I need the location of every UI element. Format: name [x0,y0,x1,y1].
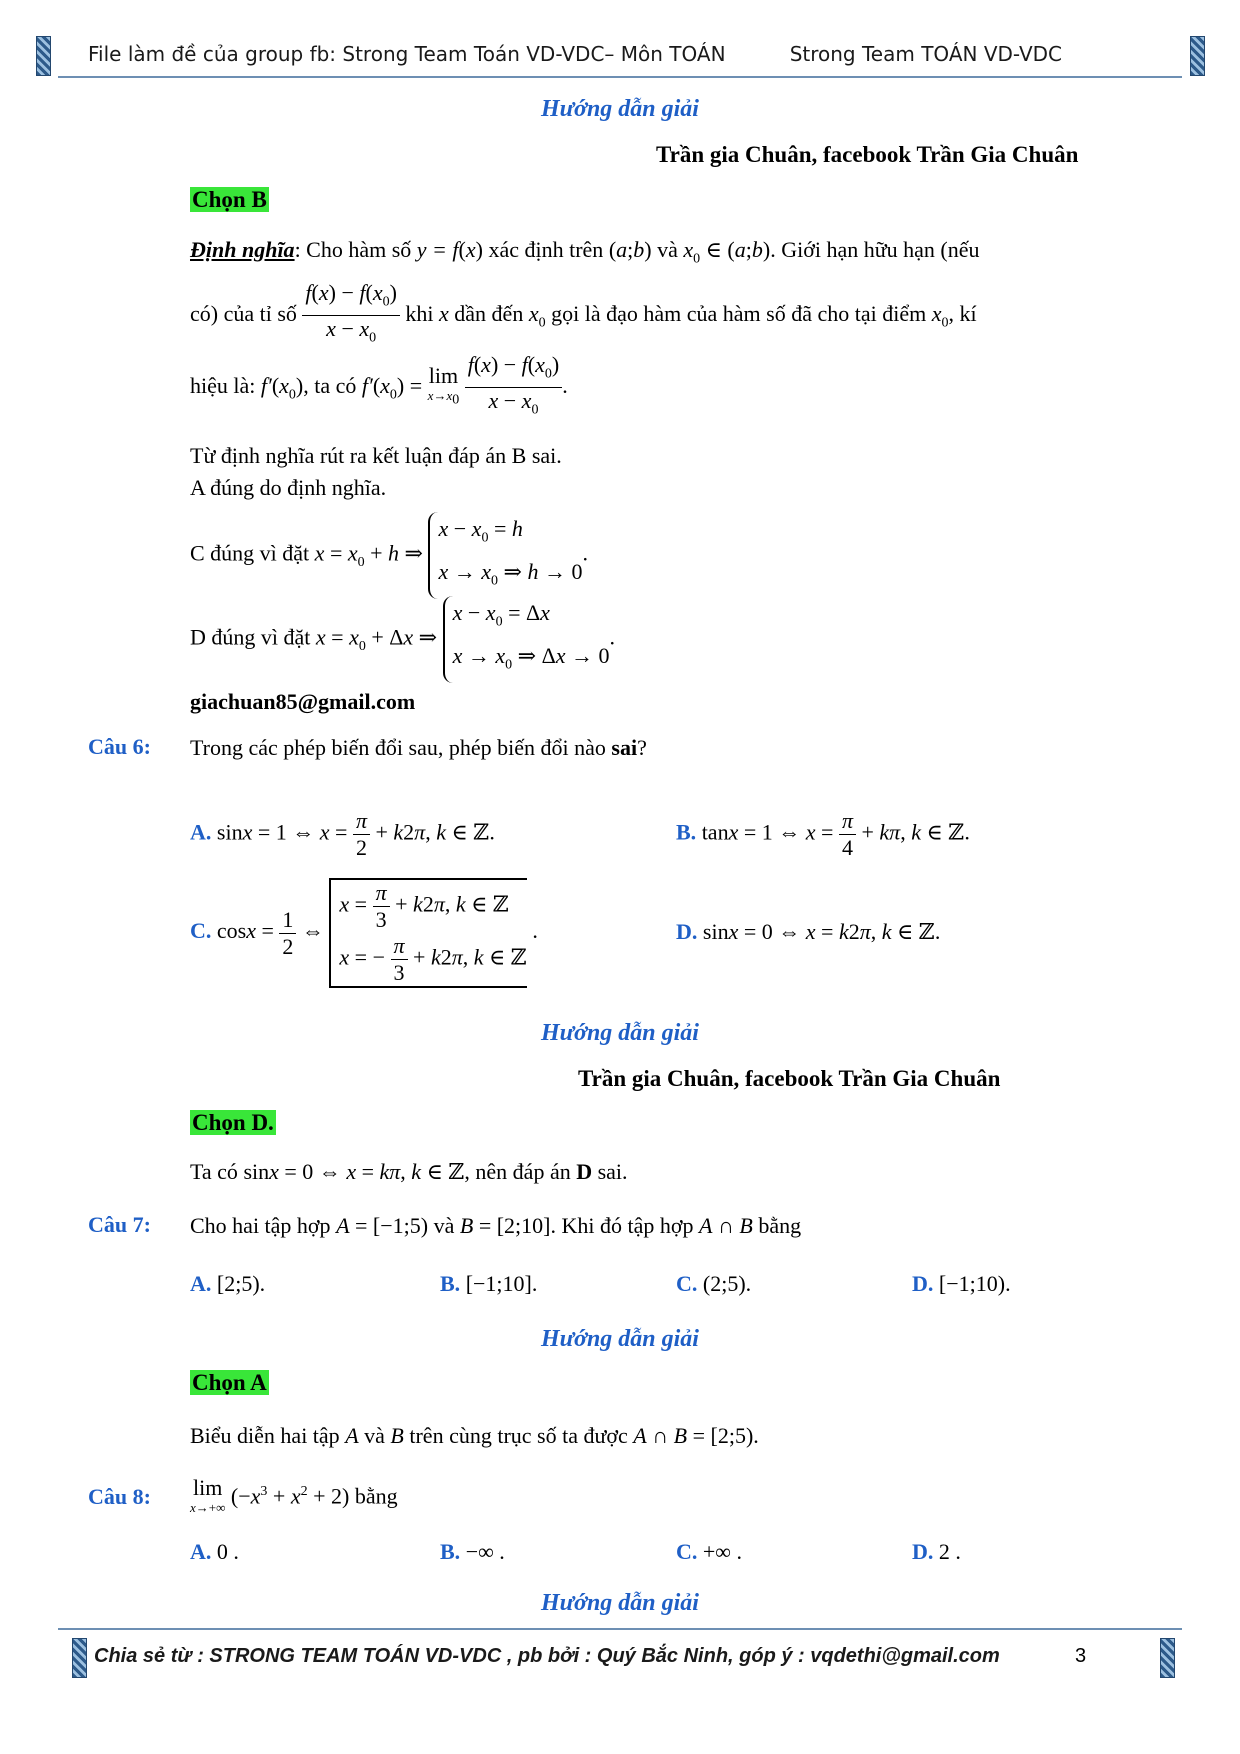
text-fragment: , nên đáp án [464,1159,577,1184]
option-letter: C. [676,1271,698,1296]
definition-line-1: Định nghĩa: Cho hàm số y = f(x) xác định trên (a;b) và $x_0$ ∈ (a;b). Giới hạn hữu hạn (nếu [190,237,980,267]
option-letter: A. [190,819,212,845]
choose-label: Chọn B [192,187,267,212]
header-left-text: File làm đề của group fb: Strong Team Toán VD-VDC– Môn TOÁN [88,42,726,66]
option-value: [−1;10]. [465,1271,538,1296]
q6-option-c: C. cosx = $\frac{1}{2}$ ⇔ x = $\frac{\pi}{3}$ + k2π, k ∈ ℤ x = − $\frac{\pi}{3}$ + k2π, k ∈ ℤ . [190,878,538,988]
option-letter: D. [912,1271,934,1296]
q8-option-a [190,1538,239,1566]
system-h: $x - x_0 = h$ $x \to x_0$ ⇒ h → 0 [428,512,582,599]
a-true-line: A đúng do định nghĩa. [190,475,387,500]
q7-option-b [440,1270,537,1298]
q6-solution: Ta có sinx = 0 ⇔ x = kπ, k ∈ ℤ, nên đáp án D sai. [190,1159,628,1184]
q7-option-d [912,1270,1011,1298]
text-fragment: Cho hai tập hợp [190,1213,337,1238]
text-fragment: sai [611,735,638,760]
option-letter: C. [190,918,212,944]
limit-symbol: lim $x\to x_0$ [427,362,460,408]
option-letter: C. [676,1539,698,1564]
header-right-text: Strong Team TOÁN VD-VDC [789,42,1062,66]
question-7-label: Câu 7: [88,1212,151,1237]
question-8-label: Câu 8: [88,1484,151,1509]
guide-heading-4: Hướng dẫn giải [541,1590,699,1616]
q7-solution: Biểu diễn hai tập A và B trên cùng trục số ta được A ∩ B = [2;5). [190,1423,759,1448]
header-right-ornament [1190,36,1205,76]
q7-option-c [676,1270,751,1298]
question-8-stem: lim x→+∞ $(-x^3 + x^2 + 2)$ bằng [190,1478,398,1518]
header-divider [58,76,1182,78]
system-delta: $x - x_0 = \Delta x$ $x \to x_0$ ⇒ Δx → 0 [443,596,610,683]
q6-option-a: A. sinx = 1 ⇔ x = $\frac{\pi}{2}$ + k2π, k ∈ ℤ. [190,808,495,860]
text-fragment: bằng [349,1483,398,1509]
guide-heading-3: Hướng dẫn giải [541,1326,699,1352]
header-left-ornament [36,36,51,76]
limit-symbol: lim x→+∞ [190,1475,226,1516]
option-letter: D. [676,919,698,944]
option-value: 0 . [216,1539,239,1564]
text-fragment: : Cho hàm số [294,237,417,262]
option-letter: B. [676,819,697,845]
choose-answer-6 [190,1110,276,1136]
page-number: 3 [1075,1645,1087,1667]
q6-option-b: B. tanx = 1 ⇔ x = $\frac{\pi}{4}$ + kπ, k ∈ ℤ. [676,808,970,860]
q8-option-b [440,1538,505,1566]
contributor-email: giachuan85@gmail.com [190,689,416,714]
option-value: +∞ . [702,1539,742,1564]
text-fragment: và [428,1213,460,1238]
option-letter: A. [190,1539,212,1564]
question-6-label: Câu 6: [88,734,151,759]
text-fragment: Ta có [190,1159,244,1184]
text-fragment: D đúng vì đặt [190,624,316,650]
text-fragment: và [358,1423,391,1448]
definition-label: Định nghĩa [190,237,295,262]
text-fragment: , kí [948,300,977,326]
footer-divider [58,1628,1182,1630]
choose-answer-5 [190,187,269,213]
text-fragment: trên cùng trục số ta được [403,1423,634,1448]
option-value: [2;5). [216,1271,266,1296]
text-fragment: , ta có [303,372,362,398]
q7-option-a [190,1270,265,1298]
q8-option-c [676,1538,742,1566]
footer-text: Chia sẻ từ : STRONG TEAM TOÁN VD-VDC , pb bởi : Quý Bắc Ninh, góp ý : vqdethi@gmail.com [94,1645,1000,1667]
option-letter: B. [440,1539,461,1564]
c-true-line: C đúng vì đặt $x = x_0 + h$ ⇒ $x - x_0 = h$ $x \to x_0$ ⇒ h → 0 . [190,512,588,599]
footer-right-ornament [1160,1638,1175,1678]
text-fragment: bằng [752,1213,802,1238]
choose-label: Chọn A [192,1370,267,1395]
d-true-line: D đúng vì đặt $x = x_0 + \Delta x$ ⇒ $x - x_0 = \Delta x$ $x \to x_0$ ⇒ Δx → 0 . [190,596,615,683]
option-value: [−1;10). [938,1271,1011,1296]
q6-option-d: D. sinx = 0 ⇔ x = k2π, k ∈ ℤ. [676,919,941,944]
option-letter: D. [912,1539,934,1564]
text-fragment: . Khi đó tập hợp [550,1213,700,1238]
derivative-quotient: $\frac{f(x) - f(x_0)}{x - x_0}$ [465,352,563,424]
option-letter: B. [440,1271,461,1296]
text-fragment: dần đến [448,300,529,326]
q8-option-d [912,1538,961,1566]
question-6-stem [190,734,647,762]
guide-heading-2: Hướng dẫn giải [541,1020,699,1046]
text-fragment: Trong các phép biến đổi sau, phép biến đổi nào [190,735,612,760]
author-line-1: Trần gia Chuân, facebook Trần Gia Chuân [656,142,1079,167]
text-fragment: sai. [592,1159,628,1184]
option-letter: A. [190,1271,212,1296]
text-fragment: C đúng vì đặt [190,540,315,566]
text-fragment: khi [405,300,440,326]
text-fragment: xác định trên [482,237,609,262]
footer-left-ornament [72,1638,87,1678]
text-fragment: và [651,237,684,262]
text-fragment: hiệu là: [190,372,261,398]
text-fragment: có) của tỉ số [190,300,303,326]
choose-label: Chọn D. [192,1110,274,1135]
text-fragment: ? [637,735,647,760]
guide-heading-1: Hướng dẫn giải [541,96,699,122]
cos-solution-set: x = $\frac{\pi}{3}$ + k2π, k ∈ ℤ x = − $\frac{\pi}{3}$ + k2π, k ∈ ℤ [329,878,526,988]
option-value: 2 . [938,1539,961,1564]
option-value: −∞ . [465,1539,505,1564]
author-line-2: Trần gia Chuân, facebook Trần Gia Chuân [578,1066,1001,1091]
text-fragment: gọi là đạo hàm của hàm số đã cho tại điểm [545,300,932,326]
question-7-stem: Cho hai tập hợp A = [−1;5) và B = [2;10]. Khi đó tập hợp A ∩ B bằng [190,1213,802,1238]
conclusion-line: Từ định nghĩa rút ra kết luận đáp án B sai. [190,443,562,468]
difference-quotient: $\frac{f(x) - f(x_0)}{x - x_0}$ [302,280,400,352]
definition-line-3: hiệu là: $f'(x_0)$, ta có $f'(x_0) = \lim$ $x\to x_0$ $\frac{f(x) - f(x_0)}{x - x_0}$ . [190,352,1150,424]
text-fragment: . Giới hạn hữu hạn (nếu [770,237,980,262]
text-fragment: Biểu diễn hai tập [190,1423,346,1448]
choose-answer-7 [190,1370,269,1396]
text-fragment: D [576,1159,593,1184]
definition-line-2: có) của tỉ số $\frac{f(x) - f(x_0)}{x - x_0}$ khi x dần đến $x_0$ gọi là đạo hàm của hàm số đã cho tại điểm $x_0$, kí [190,280,1150,352]
option-value: (2;5). [702,1271,752,1296]
